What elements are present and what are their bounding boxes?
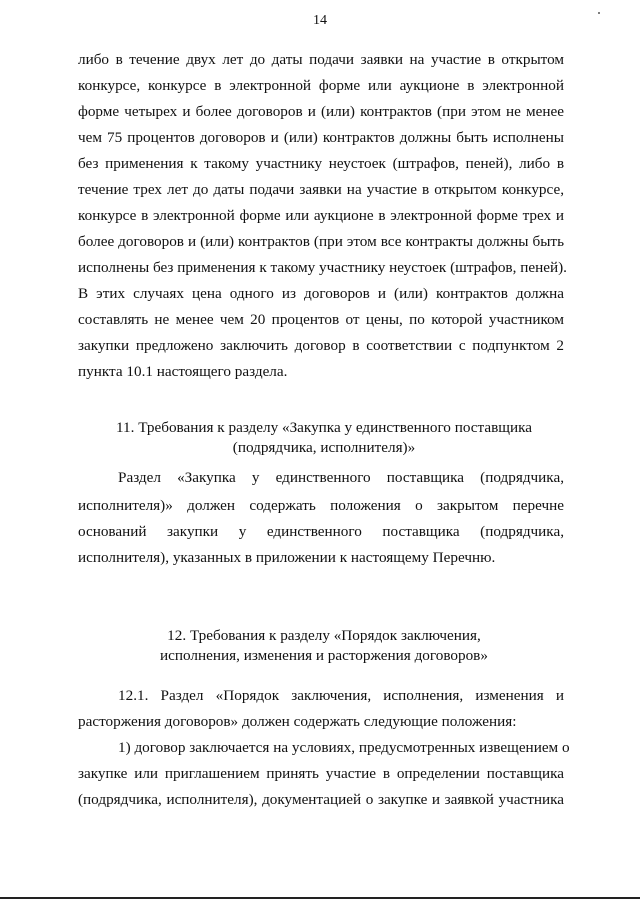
text-line: 12.1. Раздел «Порядок заключения, исполнения, изменения и [118, 687, 564, 704]
text-line: форме четырех и более договоров и (или) контрактов (при этом не менее [78, 103, 564, 120]
text-line: более договоров и (или) контрактов (при этом все контракты должны быть [78, 233, 564, 250]
text-line: течение трех лет до даты подачи заявки на участие в открытом конкурсе, [78, 181, 564, 198]
scan-speck [598, 12, 600, 14]
section-11-heading: (подрядчика, исполнителя)» [232, 439, 416, 456]
text-line: конкурсе в электронной форме или аукционе в электронной форме трех и [78, 207, 564, 224]
section-11-heading: 11. Требования к разделу «Закупка у единственного поставщика [115, 419, 532, 436]
text-line: В этих случаях цена одного из договоров и (или) контрактов должна [78, 285, 564, 302]
text-line: составлять не менее чем 20 процентов от цены, по которой участником [78, 311, 564, 328]
page-number: 14 [313, 13, 327, 28]
text-line: конкурсе, конкурсе в электронной форме или аукционе в электронной [78, 77, 564, 94]
text-line: исполнителя)» должен содержать положения о закрытом перечне [78, 497, 564, 514]
section-12-heading: 12. Требования к разделу «Порядок заключения, [167, 627, 481, 644]
text-line: (подрядчика, исполнителя), документацией о закупке и заявкой участника [78, 791, 564, 808]
text-line: исполнителя), указанных в приложении к настоящему Перечню. [78, 549, 496, 566]
text-line: без применения к такому участнику неустоек (штрафов, пеней), либо в [78, 155, 564, 172]
text-line: 1) договор заключается на условиях, предусмотренных извещением о [118, 739, 570, 756]
text-line: оснований закупки у единственного поставщика (подрядчика, [78, 523, 564, 540]
text-line: закупки предложено заключить договор в соответствии с подпунктом 2 [78, 337, 564, 354]
text-line: расторжения договоров» должен содержать следующие положения: [78, 713, 517, 730]
text-line: исполнены без применения к такому участнику неустоек (штрафов, пеней). [78, 259, 567, 276]
text-line: либо в течение двух лет до даты подачи заявки на участие в открытом [78, 51, 564, 68]
text-line: пункта 10.1 настоящего раздела. [78, 363, 288, 380]
section-12-heading: исполнения, изменения и расторжения договоров» [160, 647, 488, 664]
text-line: Раздел «Закупка у единственного поставщика (подрядчика, [118, 469, 564, 486]
text-line: закупке или приглашением принять участие в определении поставщика [78, 765, 564, 782]
text-line: чем 75 процентов договоров и (или) контрактов должны быть исполнены [78, 129, 564, 146]
